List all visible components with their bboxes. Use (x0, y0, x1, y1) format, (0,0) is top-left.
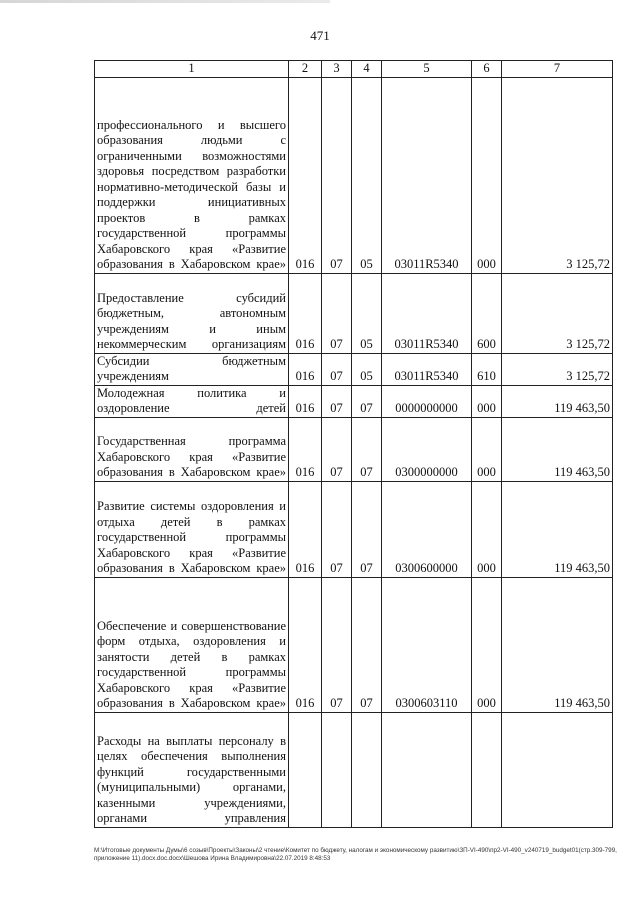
table-row (95, 712, 613, 827)
row-description: Предоставление субсидий бюджетным, автономным учреждениям и иным некоммерческим организациям (95, 273, 289, 353)
col-header-4: 4 (352, 61, 382, 78)
col-header-7: 7 (502, 61, 613, 78)
table-row (95, 273, 613, 353)
cell-amount: 119 463,50 (502, 577, 613, 712)
cell-subsection: 05 (352, 273, 382, 353)
table-row (95, 417, 613, 481)
cell-section: 07 (322, 353, 352, 385)
cell-expense-type: 000 (472, 577, 502, 712)
cell-section: 07 (322, 77, 352, 273)
cell-ministry: 016 (289, 417, 322, 481)
budget-table (94, 60, 613, 828)
cell-expense-type: 000 (472, 481, 502, 577)
cell-expense-type: 600 (472, 273, 502, 353)
cell-amount: 119 463,50 (502, 481, 613, 577)
cell-section: 07 (322, 481, 352, 577)
cell-subsection (352, 712, 382, 827)
cell-amount: 3 125,72 (502, 273, 613, 353)
table-row (95, 481, 613, 577)
row-description: Развитие системы оздоровления и отдыха детей в рамках государственной программы Хабаровского края «Развитие образования в Хабаровском крае» (95, 481, 289, 577)
cell-subsection: 05 (352, 353, 382, 385)
cell-target-code: 03011R5340 (382, 273, 472, 353)
cell-section: 07 (322, 577, 352, 712)
cell-expense-type: 000 (472, 77, 502, 273)
cell-expense-type: 000 (472, 385, 502, 417)
page-number: 471 (310, 28, 330, 43)
col-header-1: 1 (95, 61, 289, 78)
cell-section (322, 712, 352, 827)
cell-ministry: 016 (289, 577, 322, 712)
cell-amount: 119 463,50 (502, 385, 613, 417)
row-description: Обеспечение и совершенствование форм отдыха, оздоровления и занятости детей в рамках государственной программы Хабаровского края «Развитие образования в Хабаровском крае» (95, 577, 289, 712)
cell-subsection: 07 (352, 417, 382, 481)
cell-amount (502, 712, 613, 827)
cell-expense-type: 610 (472, 353, 502, 385)
col-header-3: 3 (322, 61, 352, 78)
cell-ministry: 016 (289, 385, 322, 417)
cell-subsection: 05 (352, 77, 382, 273)
cell-section: 07 (322, 417, 352, 481)
cell-target-code: 0300000000 (382, 417, 472, 481)
cell-section: 07 (322, 273, 352, 353)
table-row (95, 77, 613, 273)
cell-target-code: 03011R5340 (382, 77, 472, 273)
col-header-2: 2 (289, 61, 322, 78)
table-row (95, 385, 613, 417)
row-description: Молодежная политика и оздоровление детей (95, 385, 289, 417)
row-description: Субсидии бюджетным учреждениям (95, 353, 289, 385)
scan-edge-line (0, 0, 330, 3)
row-description: Государственная программа Хабаровского края «Развитие образования в Хабаровском крае» (95, 417, 289, 481)
cell-subsection: 07 (352, 577, 382, 712)
cell-expense-type (472, 712, 502, 827)
cell-target-code (382, 712, 472, 827)
cell-amount: 3 125,72 (502, 353, 613, 385)
cell-ministry: 016 (289, 353, 322, 385)
row-description: Расходы на выплаты персоналу в целях обеспечения выполнения функций государственными (муниципальными) органами, казенными учреждениями, органами управления (95, 712, 289, 827)
row-description: профессионального и высшего образования людьми с ограниченными возможностями здоровья посредством разработки нормативно-методической базы и поддержки инициативных проектов в рамках государственной программы Хабаровского края «Развитие образования в Хабаровском крае» (95, 77, 289, 273)
cell-ministry (289, 712, 322, 827)
cell-amount: 119 463,50 (502, 417, 613, 481)
table-row (95, 353, 613, 385)
cell-ministry: 016 (289, 481, 322, 577)
file-path-footer: M:\Итоговые документы Думы\6 созыв\Проекты\Законы\2 чтение\Комитет по бюджету, налогам и экономическому развитию\ЗП-VI-490\пр2-VI-490_v240719_budget01(стр.309-799, приложение 11).docx.doc.docx\Шешова Ирина Владимировна\22.07.2019 8:48:53 (94, 847, 617, 862)
cell-target-code: 0300600000 (382, 481, 472, 577)
cell-section: 07 (322, 385, 352, 417)
cell-ministry: 016 (289, 273, 322, 353)
header-row (95, 61, 613, 78)
cell-target-code: 03011R5340 (382, 353, 472, 385)
cell-target-code: 0300603110 (382, 577, 472, 712)
cell-subsection: 07 (352, 481, 382, 577)
cell-target-code: 0000000000 (382, 385, 472, 417)
col-header-6: 6 (472, 61, 502, 78)
table-row (95, 577, 613, 712)
cell-amount: 3 125,72 (502, 77, 613, 273)
col-header-5: 5 (382, 61, 472, 78)
cell-subsection: 07 (352, 385, 382, 417)
cell-ministry: 016 (289, 77, 322, 273)
cell-expense-type: 000 (472, 417, 502, 481)
